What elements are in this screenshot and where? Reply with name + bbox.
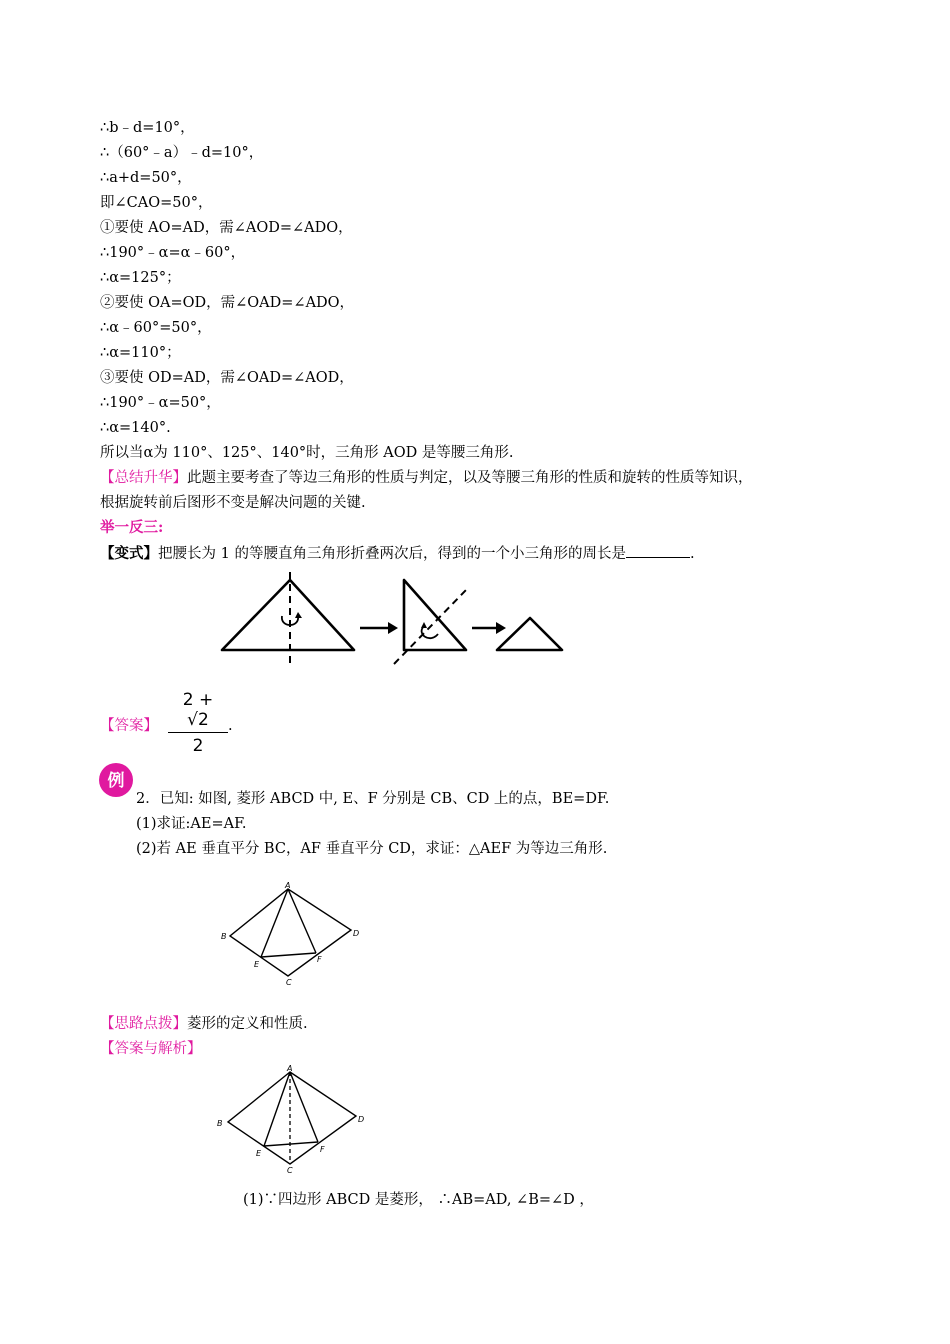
label-a-2: A <box>287 1064 293 1073</box>
variant-tag: 【变式】 <box>100 545 158 562</box>
example-badge-icon <box>98 762 134 798</box>
summary-tag: 【总结升华】 <box>100 470 187 486</box>
label-f: F <box>317 955 322 964</box>
hint-text: 菱形的定义和性质. <box>187 1016 308 1032</box>
solution-line: ∴190°﹣α=α﹣60°， <box>100 245 246 261</box>
half-triangle <box>404 580 466 650</box>
example-line-3: (2)若 AE 垂直平分 BC，AF 垂直平分 CD，求证：△AEF 为等边三角形. <box>136 841 608 857</box>
proof-line: (1)∵四边形 ABCD 是菱形， ∴AB=AD, ∠B=∠D ， <box>243 1192 594 1208</box>
solution-line: ∴α=140°. <box>100 420 171 436</box>
big-triangle <box>222 580 354 650</box>
solution-line: ∴α﹣60°=50°， <box>100 320 212 336</box>
label-a: A <box>285 881 291 890</box>
label-d: D <box>353 929 360 938</box>
example-line-2: (1)求证:AE=AF. <box>136 816 247 832</box>
variant-end: . <box>689 546 695 562</box>
variant-question <box>100 543 695 564</box>
answer-blank <box>626 543 690 558</box>
example-badge-text: 例 <box>107 771 125 791</box>
solution-line: ①要使 AO=AD，需∠AOD=∠ADO， <box>100 220 353 236</box>
small-triangle <box>497 618 562 650</box>
solution-line: ∴b﹣d=10°， <box>100 120 195 136</box>
label-f-2: F <box>320 1145 325 1154</box>
solution-line: ③要使 OD=AD，需∠OAD=∠AOD， <box>100 370 354 386</box>
solution-line: ∴α=125°； <box>100 270 181 286</box>
solution-line: 所以当α为 110°、125°、140°时，三角形 AOD 是等腰三角形. <box>100 445 514 461</box>
rhombus-figure <box>218 881 368 988</box>
label-c-2: C <box>287 1166 293 1175</box>
section-title: 举一反三: <box>100 519 164 536</box>
hint-tag: 【思路点拨】 <box>100 1016 187 1032</box>
rhombus-abcd-2 <box>228 1072 356 1164</box>
solution-line: ∴a+d=50°， <box>100 170 192 186</box>
solution-line: ②要使 OA=OD，需∠OAD=∠ADO， <box>100 295 355 311</box>
answer-fraction <box>168 690 228 756</box>
summary-text-continued: 根据旋转前后图形不变是解决问题的关键. <box>100 495 366 511</box>
variant-text: 把腰长为 1 的等腰直角三角形折叠两次后，得到的一个小三角形的周长是 <box>158 546 626 562</box>
answer-line <box>100 716 158 736</box>
analysis-tag: 【答案与解析】 <box>100 1041 202 1057</box>
answer-tag: 【答案】 <box>100 718 158 734</box>
label-d-2: D <box>358 1115 365 1124</box>
label-b-2: B <box>217 1119 223 1128</box>
label-c: C <box>286 978 292 987</box>
fraction-denominator: 2 <box>192 736 204 756</box>
solution-line: ∴190°﹣α=50°， <box>100 395 221 411</box>
hint-line <box>100 1014 308 1034</box>
summary-text: 此题主要考查了等边三角形的性质与判定，以及等腰三角形的性质和旋转的性质等知识， <box>187 470 753 486</box>
example-line-1: 2．已知: 如图, 菱形 ABCD 中, E、F 分别是 CB、CD 上的点，BE=DF. <box>136 791 610 807</box>
rhombus-abcd <box>230 889 351 976</box>
rhombus-figure-dashed <box>214 1066 374 1176</box>
label-e-2: E <box>256 1149 262 1158</box>
label-b: B <box>221 932 227 941</box>
answer-end: . <box>228 718 233 734</box>
folding-triangles-figure <box>218 568 568 666</box>
summary-paragraph <box>100 468 753 488</box>
solution-line: 即∠CAO=50°， <box>100 195 213 211</box>
fraction-numerator: 2 + √2 <box>168 690 228 733</box>
solution-line: ∴α=110°； <box>100 345 181 361</box>
label-e: E <box>254 960 260 969</box>
solution-line: ∴（60°﹣a）﹣d=10°， <box>100 145 264 161</box>
